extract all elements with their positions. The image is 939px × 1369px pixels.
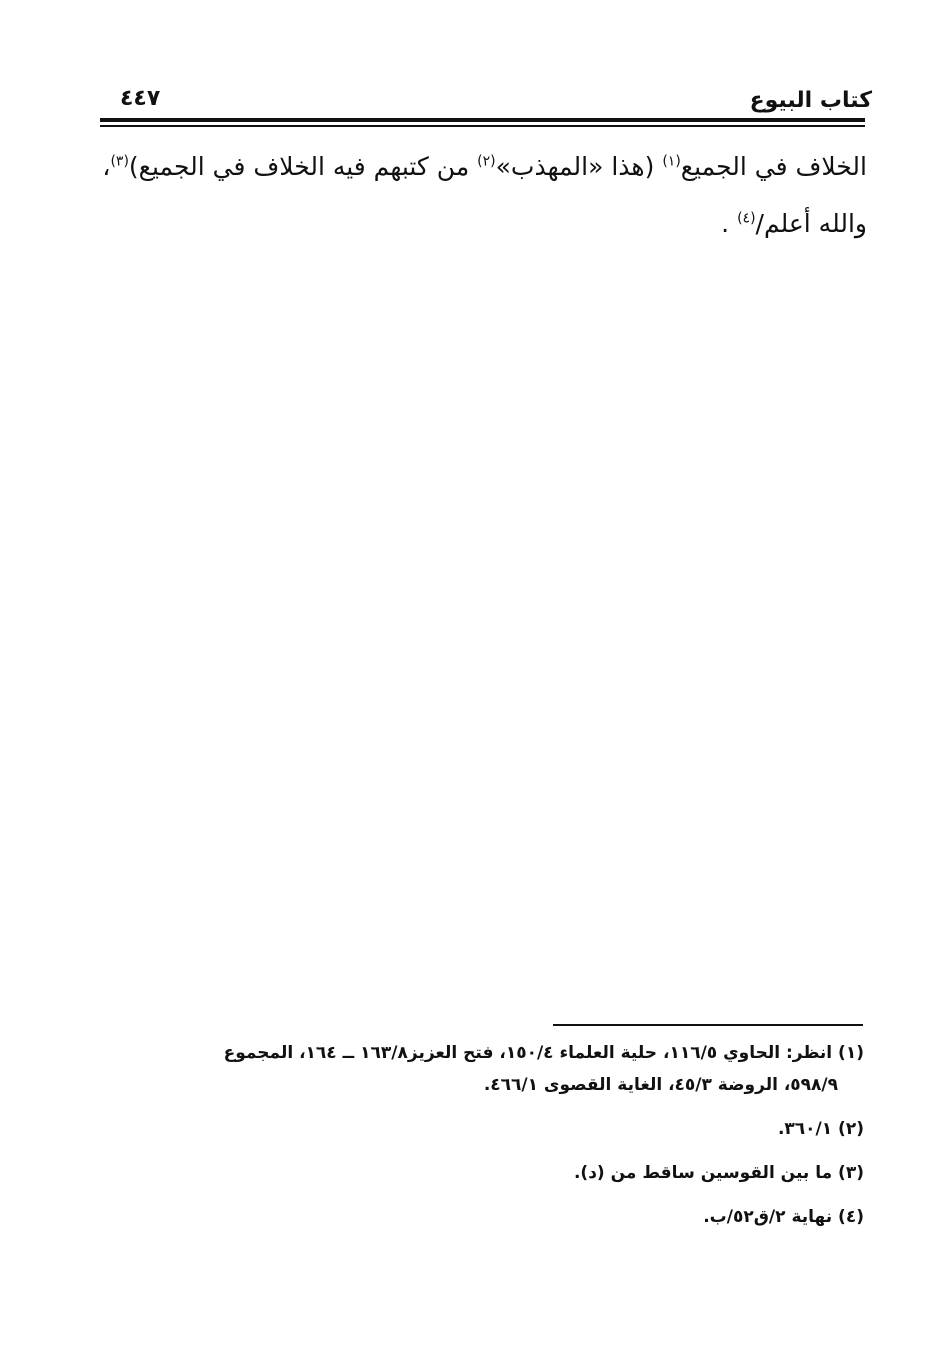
- body-text-segment: من كتبهم فيه الخلاف في الجميع): [128, 152, 478, 181]
- body-line-1: [97, 138, 867, 195]
- header-rule-thin: [100, 125, 865, 127]
- page-number: ٤٤٧: [120, 86, 161, 111]
- body-line-2: [97, 195, 867, 252]
- body-text-segment: والله أعلم/: [755, 209, 867, 238]
- main-text: [97, 138, 867, 252]
- running-header-title: كتاب البيوع: [749, 88, 872, 113]
- body-text-segment: .: [721, 209, 738, 238]
- footnotes: [99, 1042, 864, 1250]
- body-text-segment: (هذا «المهذب»: [495, 152, 663, 181]
- body-text-segment: الخلاف في الجميع: [680, 152, 867, 181]
- footnote-4: (٤) نهاية ٢/ق٥٢/ب.: [703, 1207, 864, 1227]
- footnote-1: (١) انظر: الحاوي ١١٦/٥، حلية العلماء ١٥٠/٤، فتح العزيز١٦٣/٨ ــ ١٦٤، المجموع: [223, 1043, 864, 1063]
- footnote-1-continued: ٥٩٨/٩، الروضة ٤٥/٣، الغاية القصوى ٤٦٦/١.: [483, 1075, 838, 1095]
- footnote-2: (٢) ٣٦٠/١.: [777, 1119, 864, 1139]
- footnote-marker-4: (٤): [737, 210, 756, 227]
- footnote-marker-2: (٢): [477, 153, 496, 170]
- footnote-marker-1: (١): [662, 153, 681, 170]
- footnote-separator: [553, 1024, 863, 1026]
- footnote-marker-3: (٣): [110, 153, 129, 170]
- header-rule-thick: [100, 118, 865, 122]
- body-text-segment: ،: [102, 152, 111, 181]
- footnote-3: (٣) ما بين القوسين ساقط من (د).: [573, 1163, 864, 1183]
